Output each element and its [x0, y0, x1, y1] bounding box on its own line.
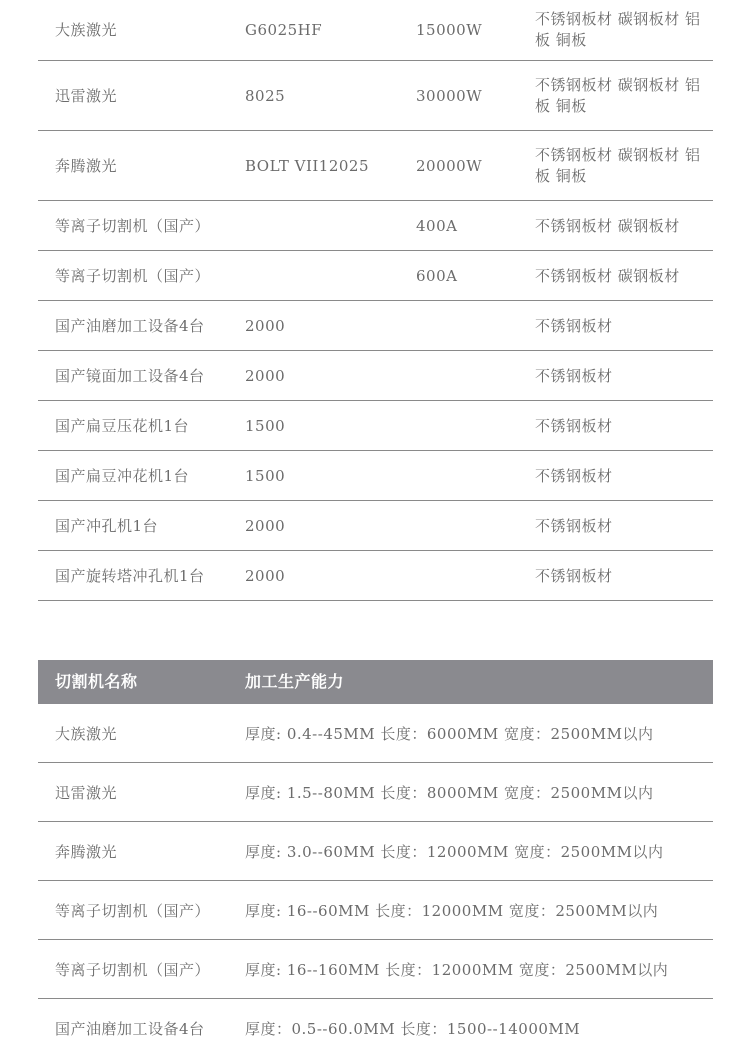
- table-row: [38, 61, 713, 131]
- equipment-model: 2000: [245, 567, 286, 585]
- table-row: [38, 999, 713, 1058]
- equipment-name: 国产扁豆冲花机1台: [55, 467, 190, 485]
- machine-name: 大族激光: [55, 725, 118, 743]
- equipment-table: [38, 0, 713, 601]
- table-row: [38, 401, 713, 451]
- equipment-model: 2000: [245, 317, 286, 335]
- table-row: [38, 201, 713, 251]
- equipment-name: 国产旋转塔冲孔机1台: [55, 567, 205, 585]
- table-row: [38, 251, 713, 301]
- table-row: [38, 451, 713, 501]
- equipment-model: 2000: [245, 517, 286, 535]
- equipment-model: G6025HF: [245, 21, 323, 39]
- equipment-material: 不锈钢板材: [535, 317, 613, 335]
- equipment-name: 国产扁豆压花机1台: [55, 417, 190, 435]
- table-row: [38, 0, 713, 61]
- equipment-model: BOLT VII12025: [245, 156, 370, 175]
- machine-name: 迅雷激光: [55, 784, 118, 802]
- machine-capacity: 厚度: 16--60MM 长度：12000MM 宽度：2500MM以内: [245, 902, 659, 920]
- equipment-material: 不锈钢板材 碳钢板材 铝板 铜板: [535, 75, 701, 115]
- table-row: [38, 131, 713, 201]
- equipment-power: 600A: [416, 267, 458, 285]
- equipment-material: 不锈钢板材: [535, 567, 613, 585]
- equipment-material: 不锈钢板材 碳钢板材: [535, 217, 680, 235]
- capacity-table-header: [38, 660, 713, 704]
- equipment-name: 奔腾激光: [55, 156, 118, 175]
- equipment-material: 不锈钢板材: [535, 367, 613, 385]
- machine-capacity: 厚度: 16--160MM 长度：12000MM 宽度：2500MM以内: [245, 961, 669, 979]
- equipment-material: 不锈钢板材 碳钢板材 铝板 铜板: [535, 145, 701, 185]
- header-machine-name: 切割机名称: [55, 672, 138, 691]
- table-row: [38, 704, 713, 763]
- equipment-power: 400A: [416, 217, 458, 235]
- machine-name: 等离子切割机（国产）: [55, 902, 211, 920]
- machine-capacity: 厚度: 1.5--80MM 长度：8000MM 宽度：2500MM以内: [245, 784, 654, 802]
- equipment-name: 国产油磨加工设备4台: [55, 317, 205, 335]
- equipment-material: 不锈钢板材 碳钢板材 铝板 铜板: [535, 10, 701, 49]
- equipment-name: 大族激光: [55, 21, 118, 39]
- equipment-power: 20000W: [416, 156, 483, 175]
- equipment-power: 15000W: [416, 21, 483, 39]
- equipment-name: 等离子切割机（国产）: [55, 267, 211, 285]
- equipment-name: 国产冲孔机1台: [55, 517, 159, 535]
- equipment-material: 不锈钢板材: [535, 417, 613, 435]
- table-row: [38, 822, 713, 881]
- machine-name: 等离子切割机（国产）: [55, 961, 211, 979]
- machine-name: 奔腾激光: [55, 843, 118, 861]
- equipment-model: 2000: [245, 367, 286, 385]
- machine-capacity: 厚度: 3.0--60MM 长度：12000MM 宽度：2500MM以内: [245, 843, 664, 861]
- table-row: [38, 301, 713, 351]
- equipment-power: 30000W: [416, 86, 483, 105]
- equipment-name: 国产镜面加工设备4台: [55, 367, 205, 385]
- equipment-material: 不锈钢板材 碳钢板材: [535, 267, 680, 285]
- equipment-model: 8025: [245, 86, 286, 105]
- table-row: [38, 940, 713, 999]
- table-row: [38, 551, 713, 601]
- equipment-model: 1500: [245, 467, 286, 485]
- table-row: [38, 501, 713, 551]
- machine-capacity: 厚度: 0.4--45MM 长度：6000MM 宽度：2500MM以内: [245, 725, 654, 743]
- equipment-material: 不锈钢板材: [535, 467, 613, 485]
- equipment-name: 迅雷激光: [55, 86, 118, 105]
- capacity-table: [38, 660, 713, 1058]
- equipment-material: 不锈钢板材: [535, 517, 613, 535]
- table-row: [38, 351, 713, 401]
- machine-capacity: 厚度：0.5--60.0MM 长度：1500--14000MM: [245, 1020, 581, 1038]
- equipment-model: 1500: [245, 417, 286, 435]
- table-row: [38, 881, 713, 940]
- table-row: [38, 763, 713, 822]
- equipment-name: 等离子切割机（国产）: [55, 217, 211, 235]
- machine-name: 国产油磨加工设备4台: [55, 1020, 205, 1038]
- header-capacity: 加工生产能力: [245, 672, 345, 691]
